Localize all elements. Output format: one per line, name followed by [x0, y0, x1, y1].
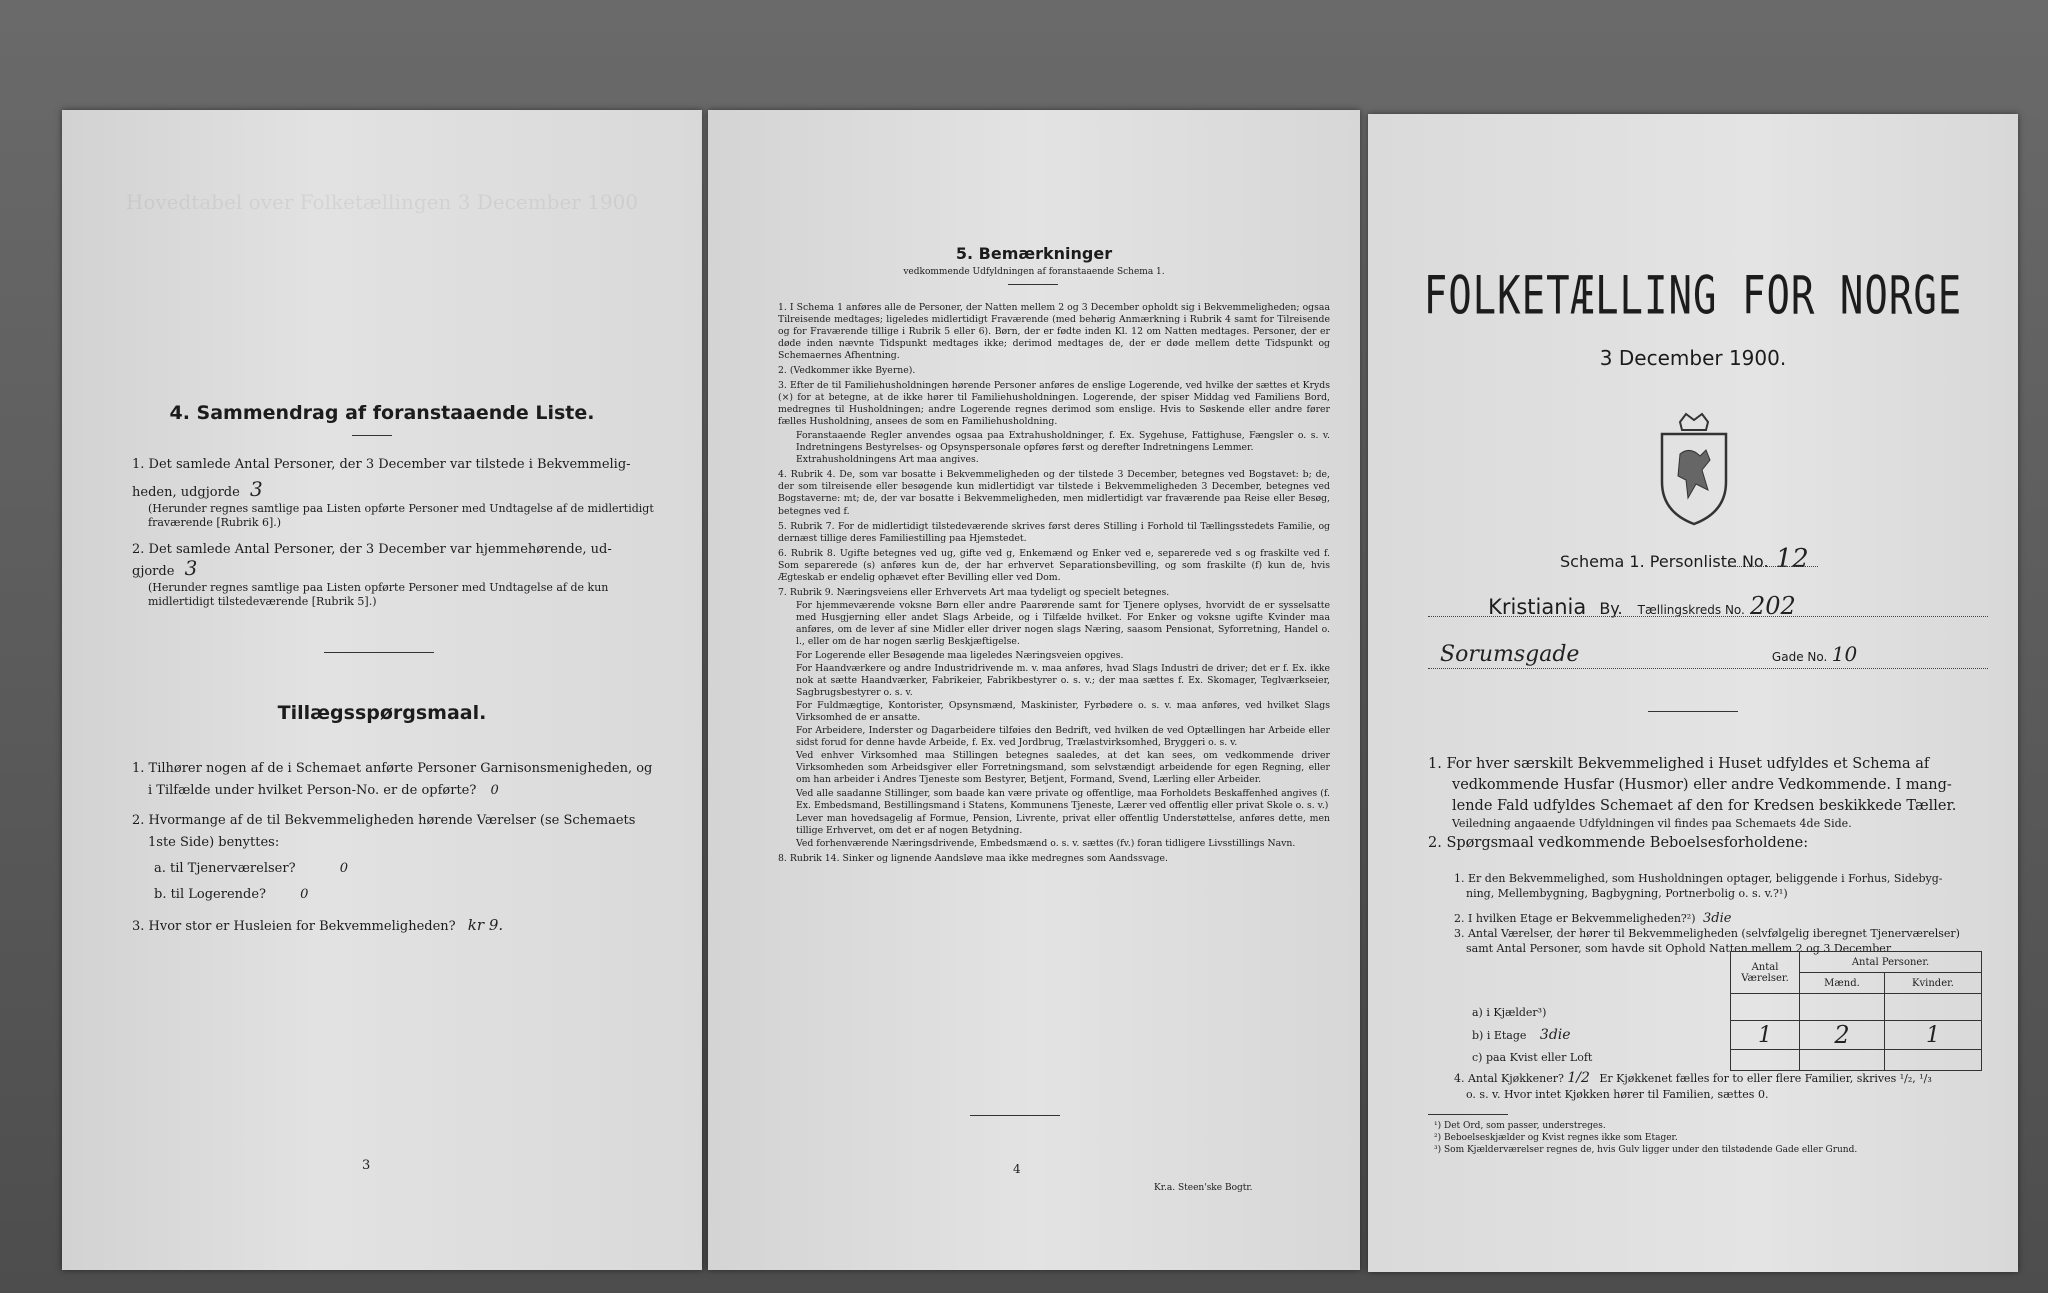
remark-7e: For Fuldmægtige, Kontorister, Opsynsmænd, Maskinister, Fyrbødere o. s. v. maa anføres, ved hvilket Slags Virksomhed de er ansatte.	[796, 699, 1330, 723]
s4-label: 4. Antal Kjøkkener?	[1454, 1072, 1564, 1085]
section-heading: 4. Sammendrag af foranstaaende Liste.	[169, 402, 595, 424]
instr1-line1: 1. For hver særskilt Bekvemmelighed i Huset udfyldes et Schema af	[1428, 756, 1930, 772]
page-number: 4	[1013, 1162, 1021, 1176]
street-name: Sorumsgade	[1440, 642, 1580, 667]
s2-answer: 3die	[1703, 911, 1732, 926]
remark-8: 8. Rubrik 14. Sinker og lignende Aandsløve maa ikke medregnes som Aandssvage.	[778, 853, 1168, 865]
t2b-answer: 0	[300, 887, 309, 902]
remark-7h: Ved alle saadanne Stillinger, som baade kan være private og offentlige, maa Forholdets Beskaffenhed angives (f. Ex. Embedsmand, Bestillingsmand i Statens, Kommunens Tjeneste, Lærer ved offentlig eller privat Skole o. s. v.)	[796, 787, 1330, 811]
remark-7g: Ved enhver Virksomhed maa Stillingen betegnes saaledes, at det kan sees, om vedkommende driver Virksomheden som Arbeidsgiver eller Forretningsmand, som selvstændigt arbeidende for egen Regning, eller om han arbeider i Andres Tjeneste som Bestyrer, Betjent, Formand, Svend, Lærling eller Arbeider.	[796, 750, 1330, 786]
street-underline	[1428, 668, 1988, 669]
remark-4: 4. Rubrik 4. De, som var bosatte i Bekvemmeligheden og der tilstede 3 December, betegnes ved Bogstavet: b; de, der som tilreisende eller besøgende kun midlertidigt var tilstede i Bekvemmeligheden 3 December, betegnes ved Bogstaverne: mt; de, der var bosatte i Bekvemmeligheden, men midlertidigt var fraværende paa Reise eller Besøg, betegnes ved f.	[778, 469, 1330, 517]
col-rooms: Antal Værelser.	[1731, 952, 1800, 994]
divider-2	[324, 652, 434, 653]
s3-line2: samt Antal Personer, som havde sit Ophold Natten mellem 2 og 3 December	[1466, 942, 1892, 955]
instr1-line2: vedkommende Husfar (Husmor) eller andre Vedkommende. I mang-	[1452, 777, 1952, 793]
s4-answer: 1/2	[1567, 1070, 1590, 1086]
t2-line2: 1ste Side) benyttes:	[148, 835, 280, 850]
col-men: Mænd.	[1800, 973, 1885, 994]
women-etage: 1	[1885, 1021, 1982, 1050]
schema-line	[1560, 544, 1809, 574]
page-middle	[708, 110, 1360, 1270]
t2b-label: b. til Logerende?	[154, 887, 266, 902]
city-name: Kristiania	[1488, 595, 1587, 619]
row-etage-answer: 3die	[1539, 1027, 1571, 1043]
krets-label: Tællingskreds No.	[1637, 603, 1745, 617]
s2-label: 2. I hvilken Etage er Bekvemmeligheden?²)	[1454, 912, 1696, 925]
printer-mark: Kr.a. Steen'ske Bogtr.	[1154, 1183, 1253, 1193]
instr1-line3: lende Fald udfyldes Schemaet af den for Kredsen beskikkede Tæller.	[1452, 798, 1957, 814]
rooms-etage: 1	[1731, 1021, 1800, 1050]
footnote-3: ³) Som Kjælderværelser regnes de, hvis Gulv ligger under den tilstødende Gade eller Grund.	[1434, 1145, 1858, 1155]
ghost-title: Hovedtabel over Folketællingen 3 December 1900	[125, 190, 639, 214]
footnote-2: ²) Beboelseskjælder og Kvist regnes ikke som Etager.	[1434, 1133, 1678, 1143]
supplementary-questions	[132, 758, 692, 938]
remark-7: 7. Rubrik 9. Næringsveiens eller Erhvervets Art maa tydeligt og specielt betegnes.	[778, 587, 1170, 599]
krets-number: 202	[1749, 592, 1796, 620]
footnote-divider	[1428, 1114, 1508, 1115]
men-etage: 2	[1800, 1021, 1885, 1050]
q1-note2: fraværende [Rubrik 6].)	[148, 516, 282, 529]
remark-7j: Ved forhenværende Næringsdrivende, Embedsmænd o. s. v. sættes (fv.) foran tidligere Livsstillings Navn.	[796, 837, 1296, 849]
s4-line2: o. s. v. Hvor intet Kjøkken hører til Familien, sættes 0.	[1466, 1088, 1769, 1101]
footnote-1: ¹) Det Ord, som passer, understreges.	[1434, 1121, 1606, 1131]
s3-line1: 3. Antal Værelser, der hører til Bekvemmeligheden (selvfølgelig iberegnet Tjenerværelser)	[1454, 927, 1960, 940]
remark-3: 3. Efter de til Familiehusholdningen hørende Personer anføres de enslige Logerende, ved hvilke der sættes et Kryds (×) for at betegne, at de ikke hører til Familiehusholdningen. Logerende, der spiser Middag ved Familiens Bord, medregnes til Husholdningen; andre Logerende regnes derimod som enslige. Hvis to Søskende eller andre fører fælles Husholdning, ansees de som en Familiehusholdning.	[778, 379, 1330, 427]
remark-5: 5. Rubrik 7. For de midlertidigt tilstedeværende skrives først deres Stilling i Forhold til Tællingsstedets Familie, og dernæst tillige deres Familiestilling paa Hjemstedet.	[778, 520, 1330, 544]
remark-7b: For hjemmeværende voksne Børn eller andre Paarørende samt for Tjenere oplyses, hvorvidt de er sysselsatte med Husgjerning eller andet Slags Arbeide, og i Tilfælde hvilket. For Enker og voksne ugifte Kvinder maa anføres, om de lever af sine Midler eller driver nogen slags Næring, saasom Pensionat, Syforretning, Handel o. l., eller om de har nogen særlig Beskjæftigelse.	[796, 600, 1330, 648]
section-heading-2: Tillægsspørgsmaal.	[277, 702, 487, 724]
remark-6: 6. Rubrik 8. Ugifte betegnes ved ug, gifte ved g, Enkemænd og Enker ved e, separerede ved s og fraskilte ved f. Som separerede (s) anføres kun de, der har erhvervet Separationsbevilling, og som fraskilte (f) kun de, hvis Ægteskab er endelig ophævet efter Bevilling eller ved Dom.	[778, 547, 1330, 583]
row-etage: b) i Etage	[1472, 1029, 1527, 1042]
gade-label: Gade No.	[1771, 650, 1828, 664]
remark-7d: For Haandværkere og andre Industridrivende m. v. maa anføres, hvad Slags Industri de driver; det er f. Ex. ikke nok at sætte Haandværker, Fabrikeier, Fabrikbestyrer o. s. v.; der maa sættes f. Ex. Skomager, Teglværkseier, Sagbrugsbestyrer o. s. v.	[796, 662, 1330, 698]
t1-line2: i Tilfælde under hvilket Person-No. er de opførte?	[148, 783, 477, 798]
t2a-answer: 0	[339, 861, 348, 876]
q2-note1: (Herunder regnes samtlige paa Listen opførte Personer med Undtagelse af de kun	[148, 581, 609, 594]
t3-label: 3. Hvor stor er Husleien for Bekvemmeligheden?	[132, 919, 456, 934]
col-persons: Antal Personer.	[1800, 952, 1982, 973]
instr1-note: Veiledning angaaende Udfyldningen vil findes paa Schemaets 4de Side.	[1452, 817, 1852, 830]
gade-number: 10	[1831, 642, 1858, 666]
page-left	[62, 110, 702, 1270]
remark-7c: For Logerende eller Besøgende maa ligeledes Næringsveien opgives.	[796, 649, 1124, 661]
page-number: 3	[362, 1158, 371, 1173]
form-title: FOLKETÆLLING FOR NORGE	[1423, 266, 1963, 327]
housing-questions	[1454, 871, 1994, 956]
divider	[352, 435, 392, 436]
location-underline	[1428, 616, 1988, 617]
row-kjaelder: a) i Kjælder³)	[1472, 1006, 1547, 1019]
q2-answer: 3	[184, 556, 198, 580]
schema-underline	[1728, 566, 1818, 567]
q2-note2: midlertidigt tilstedeværende [Rubrik 5].)	[148, 595, 377, 608]
q2-line2: gjorde	[132, 564, 175, 579]
page-right	[1368, 114, 2018, 1272]
schema-number: 12	[1775, 544, 1809, 574]
divider	[1008, 284, 1058, 285]
remarks-subheading: vedkommende Udfyldningen af foranstaaende Schema 1.	[903, 267, 1165, 277]
divider-2	[970, 1115, 1060, 1116]
q1-line1: 1. Det samlede Antal Personer, der 3 December var tilstede i Bekvemmelig-	[132, 457, 631, 472]
remark-1: 1. I Schema 1 anføres alle de Personer, der Natten mellem 2 og 3 December opholdt sig i Bekvemmeligheden; ogsaa Tilreisende medtages; ligeledes midlertidigt Fraværende (med behørig Anmærkning i Rubrik 4 samt for Tilreisende og for Fraværende tillige i Rubrik 5 eller 6). Børn, der er fødte inden Kl. 12 om Natten medtages. Personer, der er døde inden nævnte Tidspunkt medtages ikke; derimod medtages de, der er døde mellem dette Tidspunkt og Schemaernes Afhentning.	[778, 302, 1330, 362]
q1-line2: heden, udgjorde	[132, 485, 240, 500]
s1-line1: 1. Er den Bekvemmelighed, som Husholdningen optager, beliggende i Forhus, Sidebyg-	[1454, 872, 1943, 885]
instruction-1	[1428, 754, 1988, 854]
t1-answer: 0	[490, 783, 499, 798]
row-kvist: c) paa Kvist eller Loft	[1472, 1051, 1593, 1064]
census-date: 3 December 1900.	[1599, 346, 1787, 370]
footnotes	[1434, 1120, 1994, 1156]
col-women: Kvinder.	[1885, 973, 1982, 994]
schema-label: Schema 1. Personliste No.	[1560, 552, 1769, 571]
q1-note1: (Herunder regnes samtlige paa Listen opførte Personer med Undtagelse af de midlertidigt	[148, 502, 654, 515]
t3-answer: kr 9.	[467, 916, 504, 934]
remarks-list	[778, 302, 1330, 865]
question-1	[132, 455, 692, 530]
occupancy-table	[1730, 951, 1982, 1071]
t2a-label: a. til Tjenerværelser?	[154, 861, 296, 876]
t1-line1: 1. Tilhører nogen af de i Schemaet anførte Personer Garnisonsmenigheden, og	[132, 761, 653, 776]
remark-3b: Foranstaaende Regler anvendes ogsaa paa Extrahusholdninger, f. Ex. Sygehuse, Fattighuse, Fængsler o. s. v. Indretningens Bestyrelses- og Opsynspersonale opføres først og derefter Indretningens Lemmer.	[796, 429, 1330, 454]
question-2	[132, 540, 692, 609]
remarks-heading: 5. Bemærkninger	[955, 244, 1113, 263]
by-label: By.	[1599, 599, 1623, 618]
q2-line1: 2. Det samlede Antal Personer, der 3 December var hjemmehørende, ud-	[132, 542, 612, 557]
floor-rows	[1472, 1002, 1592, 1069]
remark-7f: For Arbeidere, Inderster og Dagarbeidere tilføies den Bedrift, ved hvilken de ved Optællingen har Arbeide eller sidst forud for denne havde Arbeide, f. Ex. ved Jordbrug, Trælastvirksomhed, Bryggeri o. s. v.	[796, 725, 1330, 749]
norwegian-coat-of-arms-icon	[1650, 410, 1738, 528]
divider	[1648, 711, 1738, 712]
t2-line1: 2. Hvormange af de til Bekvemmeligheden hørende Værelser (se Schemaets	[132, 813, 636, 828]
remark-7i: Lever man hovedsagelig af Formue, Pension, Livrente, privat eller offentlig Understøttelse, anføres dette, men tillige Erhvervet, om det er af nogen Betydning.	[796, 812, 1330, 836]
s1-line2: ning, Mellembygning, Bagbygning, Portnerbolig o. s. v.?¹)	[1466, 887, 1788, 900]
remark-2: 2. (Vedkommer ikke Byerne).	[778, 365, 916, 377]
q1-answer: 3	[249, 477, 263, 501]
instr2: 2. Spørgsmaal vedkommende Beboelsesforholdene:	[1428, 835, 1809, 851]
remark-3c: Extrahusholdningens Art maa angives.	[796, 454, 979, 466]
street-line	[1440, 642, 2000, 667]
kitchen-question	[1454, 1070, 1994, 1103]
s4-line1b: Er Kjøkkenet fælles for to eller flere Familier, skrives ¹/₂, ¹/₃	[1599, 1072, 1932, 1085]
